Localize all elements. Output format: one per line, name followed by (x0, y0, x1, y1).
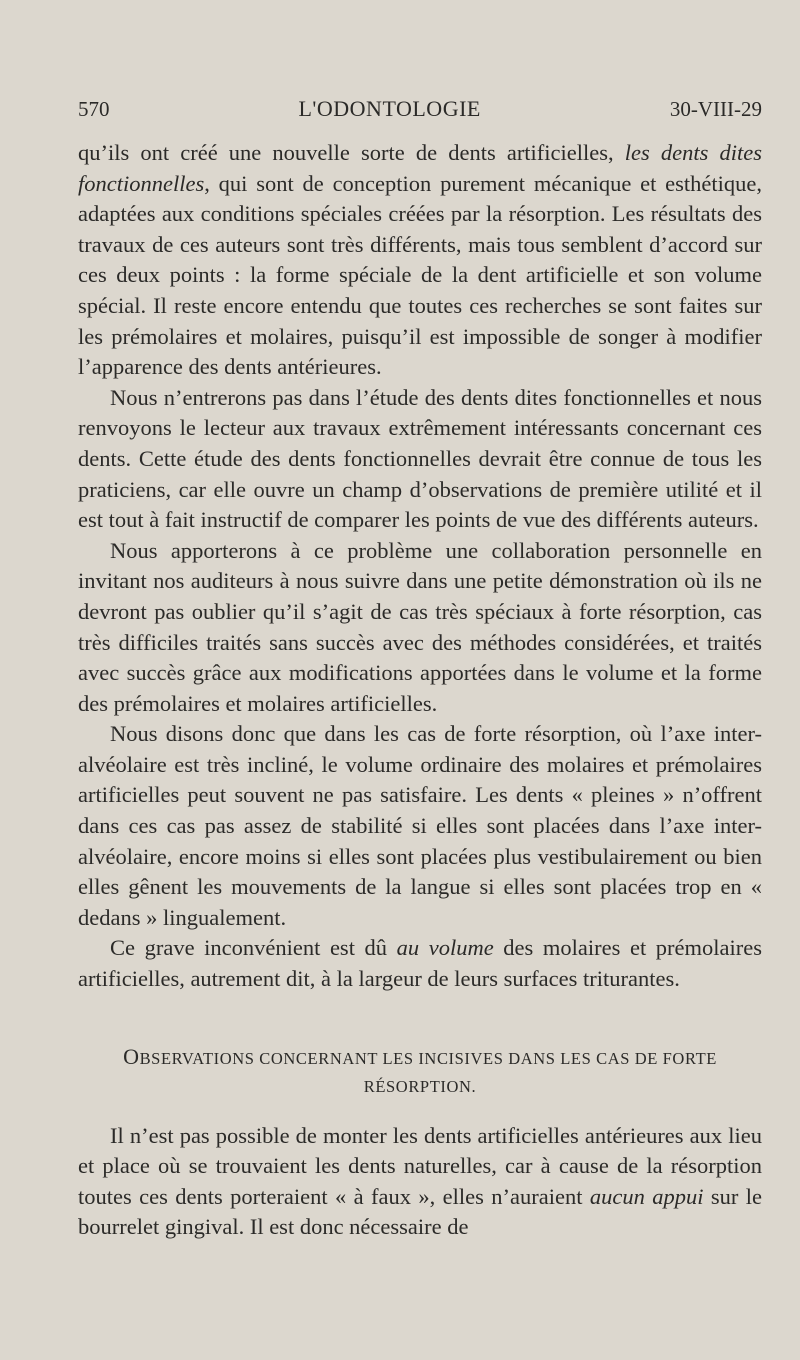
paragraph-5-text-a: Ce grave inconvénient est dû (110, 935, 397, 961)
paragraph-2: Nous n’entrerons pas dans l’étude des dents dites fonctionnelles et nous renvoyons le lecteur aux travaux extrêmement intéressants concernant ces dents. Cette étude des dents fonctionnelles devrait être connue de tous les praticiens, car elle ouvre un champ d’observations de première utilité et il est tout à fait instructif de comparer les points de vue des différents auteurs. (78, 384, 762, 533)
paragraph-6-italic: aucun appui (589, 1183, 704, 1209)
paragraph-6-text-a: Il n’est pas possible de monter les dents artificielles antérieures aux lieu et place où se trouvaient les dents naturelles, car à cause de la résorption toutes ces dents porteraient « à faux », elles n’auraient (78, 1122, 762, 1209)
running-header (78, 96, 762, 122)
paragraph-5 (78, 933, 762, 994)
paragraph-1-text-a: qu’ils ont créé une nouvelle sorte de dents artificielles, (78, 140, 625, 165)
page-number: 570 (78, 97, 110, 121)
paragraph-1-text-c: , qui sont de conception purement mécanique et esthétique, adaptées aux conditions spéciales créées par la résorption. Les résultats des travaux de ces auteurs sont très différents, mais tous semblent d’accord sur ces deux points : la forme spéciale de la dent artificielle et son volume spécial. Il reste encore entendu que toutes ces recherches se sont faites sur les prémolaires et molaires, puisqu’il est impossible de songer à modifier l’apparence des dents antérieures. (78, 170, 762, 380)
section-heading-line1: BSERVATIONS CONCERNANT LES INCISIVES DANS LES CAS DE FORTE (139, 1048, 717, 1068)
paragraph-5-italic: au volume (396, 935, 494, 961)
section-heading-line2: RÉSORPTION. (363, 1076, 477, 1096)
paragraph-6 (78, 1121, 762, 1243)
paragraph-4: Nous disons donc que dans les cas de forte résorption, où l’axe inter-alvéolaire est très incliné, le volume ordinaire des molaires et prémolaires artificielles peut souvent ne pas satisfaire. Les dents « pleines » n’offrent dans ces cas pas assez de stabilité si elles sont placées dans l’axe inter-alvéolaire, encore moins si elles sont placées plus vestibulairement ou bien elles gênent les mouvements de la langue si elles sont placées trop en « dedans » lingualement. (78, 721, 762, 930)
journal-title: L'ODONTOLOGIE (298, 96, 481, 121)
paragraph-1 (78, 138, 762, 383)
section-heading (78, 1043, 762, 1101)
paragraph-6-text-c: sur le bourrelet gingival. Il est donc nécessaire de (78, 1183, 762, 1240)
paragraph-3: Nous apporterons à ce problème une collaboration personnelle en invitant nos auditeurs à nous suivre dans une petite démonstration où ils ne devront pas oublier qu’il s’agit de cas très spéciaux à forte résorption, cas très difficiles traités sans succès avec des méthodes considérées, et traités avec succès grâce aux modifications apportées dans le volume et la forme des prémolaires et molaires artificielles. (78, 537, 762, 716)
paragraph-1-italic: les dents dites fonctionnelles (78, 140, 762, 196)
page-body (78, 138, 762, 1243)
section-heading-initial: O (123, 1043, 140, 1069)
paragraph-5-text-c: des molaires et prémolaires artificielles, autrement dit, à la largeur de leurs surfaces triturantes. (78, 935, 762, 992)
issue-date: 30-VIII-29 (669, 97, 762, 121)
